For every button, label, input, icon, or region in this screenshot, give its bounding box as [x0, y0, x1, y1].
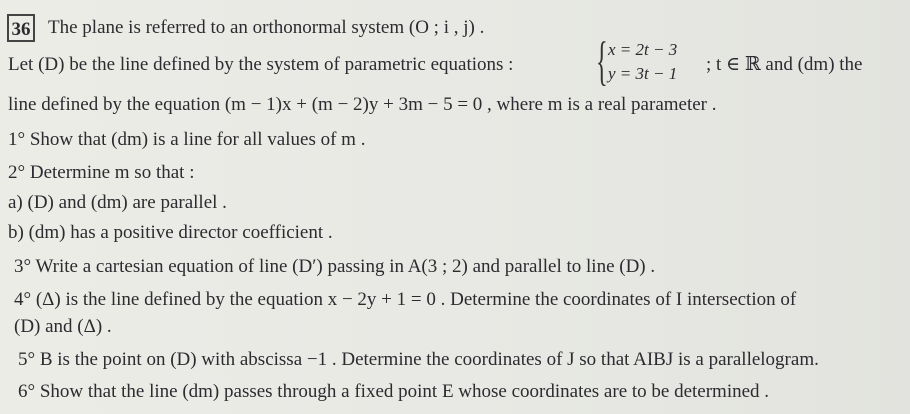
question-2: 2° Determine m so that :: [8, 162, 195, 183]
question-2b: b) (dm) has a positive director coefficient .: [8, 222, 333, 243]
question-2a: a) (D) and (dm) are parallel .: [8, 192, 227, 213]
question-5: 5° B is the point on (D) with abscissa −1 . Determine the coordinates of J so that AIBJ is a parallelogram.: [18, 349, 819, 370]
param-tail: ; t ∈ ℝ and (dm) the: [706, 54, 863, 75]
left-brace-icon: {: [596, 31, 608, 91]
param-equation-x: x = 2t − 3: [608, 40, 678, 59]
parametric-system: [596, 31, 706, 91]
param-equation-y: y = 3t − 1: [608, 64, 678, 83]
exercise-title: The plane is referred to an orthonormal system (O ; i , j) .: [48, 17, 485, 38]
line-d-intro: Let (D) be the line defined by the system of parametric equations :: [8, 54, 514, 75]
question-6: 6° Show that the line (dm) passes through a fixed point E whose coordinates are to be determined .: [18, 381, 770, 402]
question-4-continued: (D) and (Δ) .: [14, 316, 112, 337]
question-4: 4° (Δ) is the line defined by the equation x − 2y + 1 = 0 . Determine the coordinates of I intersection of: [14, 289, 797, 310]
question-3: 3° Write a cartesian equation of line (D′) passing in A(3 ; 2) and parallel to line (D) .: [14, 256, 656, 277]
question-1: 1° Show that (dm) is a line for all values of m .: [8, 129, 366, 150]
line-dm-definition: line defined by the equation (m − 1)x + (m − 2)y + 3m − 5 = 0 , where m is a real parameter .: [8, 94, 717, 115]
exercise-number: 36: [7, 14, 35, 42]
